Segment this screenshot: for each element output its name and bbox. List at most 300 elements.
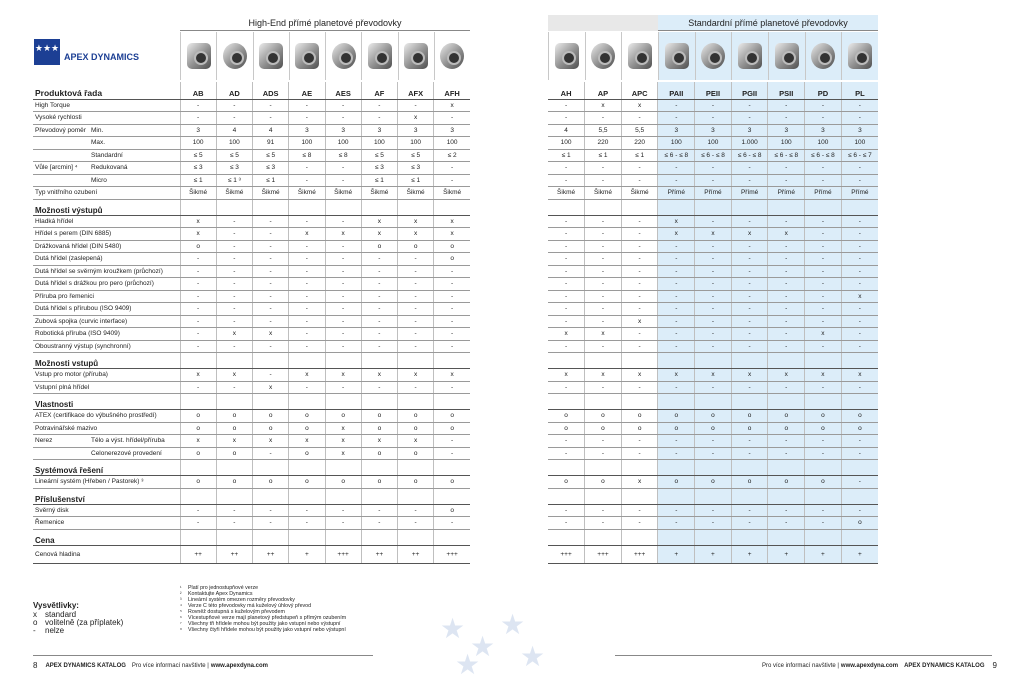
- table-cell: -: [325, 112, 361, 125]
- table-cell: 220: [621, 137, 658, 150]
- gearbox-image: [658, 32, 695, 80]
- table-cell: x: [325, 369, 361, 382]
- table-cell: -: [841, 435, 878, 448]
- table-cell: 3: [289, 124, 325, 137]
- table-cell: [253, 353, 289, 369]
- table-cell: -: [658, 278, 695, 291]
- gearbox-icon: [738, 43, 762, 69]
- row-label: Vysoké rychlosti: [33, 112, 180, 125]
- table-cell: o: [253, 476, 289, 489]
- table-cell: 100: [434, 137, 470, 150]
- table-cell: ≤ 1: [621, 149, 658, 162]
- table-cell: -: [805, 381, 842, 394]
- table-cell: -: [731, 381, 768, 394]
- table-cell: -: [841, 328, 878, 341]
- table-cell: [434, 353, 470, 369]
- table-row: [548, 162, 878, 175]
- table-cell: -: [841, 340, 878, 353]
- table-cell: 3: [695, 124, 732, 137]
- table-cell: x: [180, 369, 216, 382]
- table-cell: -: [768, 381, 805, 394]
- table-cell: -: [621, 112, 658, 125]
- table-cell: ≤ 5: [398, 149, 434, 162]
- table-cell: -: [805, 99, 842, 112]
- table-cell: -: [548, 278, 585, 291]
- table-cell: o: [216, 447, 252, 460]
- table-cell: -: [695, 517, 732, 530]
- table-row: [548, 240, 878, 253]
- table-cell: [325, 460, 361, 476]
- table-cell: [768, 199, 805, 215]
- table-cell: x: [585, 99, 622, 112]
- table-row: [548, 174, 878, 187]
- table-cell: [621, 460, 658, 476]
- table-cell: ≤ 3: [361, 162, 397, 175]
- table-cell: -: [731, 215, 768, 228]
- table-cell: PAII: [658, 82, 695, 99]
- table-cell: -: [841, 265, 878, 278]
- table-cell: x: [768, 228, 805, 241]
- table-cell: [658, 199, 695, 215]
- table-cell: 3: [180, 124, 216, 137]
- table-cell: -: [658, 174, 695, 187]
- table-cell: -: [768, 99, 805, 112]
- table-cell: -: [768, 240, 805, 253]
- table-cell: ≤ 1: [585, 149, 622, 162]
- row-label: [33, 447, 180, 460]
- gearbox-icon: [591, 43, 615, 69]
- table-cell: -: [585, 504, 622, 517]
- gearbox-icon: [555, 43, 579, 69]
- row-label: [33, 162, 180, 175]
- table-cell: [768, 460, 805, 476]
- table-cell: ++: [216, 545, 252, 563]
- row-sub-label: Standardní: [91, 151, 123, 159]
- table-cell: [841, 460, 878, 476]
- table-cell: [361, 529, 397, 545]
- table-cell: [216, 353, 252, 369]
- table-cell: -: [361, 99, 397, 112]
- table-cell: -: [180, 290, 216, 303]
- table-cell: -: [180, 328, 216, 341]
- table-cell: -: [325, 340, 361, 353]
- table-cell: [621, 353, 658, 369]
- table-cell: ≤ 3: [398, 162, 434, 175]
- table-cell: -: [621, 174, 658, 187]
- table-cell: x: [841, 290, 878, 303]
- table-cell: [216, 488, 252, 504]
- table-cell: Šikmé: [621, 187, 658, 200]
- table-cell: [216, 199, 252, 215]
- table-cell: o: [289, 422, 325, 435]
- table-cell: -: [695, 278, 732, 291]
- table-cell: x: [398, 435, 434, 448]
- table-cell: -: [658, 447, 695, 460]
- table-cell: -: [695, 112, 732, 125]
- table-cell: ≤ 3: [253, 162, 289, 175]
- table-cell: Šikmé: [434, 187, 470, 200]
- website-link[interactable]: www.apexdyna.com: [210, 662, 268, 669]
- website-link[interactable]: www.apexdyna.com: [840, 662, 899, 669]
- table-cell: o: [289, 447, 325, 460]
- table-cell: -: [768, 504, 805, 517]
- table-cell: o: [398, 410, 434, 423]
- table-cell: AFX: [398, 82, 434, 99]
- table-cell: o: [841, 410, 878, 423]
- table-cell: -: [548, 240, 585, 253]
- table-row: [548, 435, 878, 448]
- table-cell: -: [216, 504, 252, 517]
- table-cell: -: [216, 303, 252, 316]
- table-cell: 100: [325, 137, 361, 150]
- table-cell: -: [253, 303, 289, 316]
- row-label: Potravinářské mazivo: [33, 422, 180, 435]
- footnote: ⁸ Všechny čtyři hřídele mohou být použity jako vstupní nebo výstupní: [180, 627, 346, 633]
- table-cell: Přímé: [658, 187, 695, 200]
- table-cell: -: [695, 435, 732, 448]
- table-cell: AB: [180, 82, 216, 99]
- table-cell: ++: [398, 545, 434, 563]
- row-sub-label: Min.: [91, 126, 104, 134]
- table-cell: -: [289, 278, 325, 291]
- table-cell: +++: [434, 545, 470, 563]
- table-cell: [289, 488, 325, 504]
- gearbox-image: [325, 32, 361, 80]
- gearbox-icon: [259, 43, 283, 69]
- gearbox-icon: [295, 43, 319, 69]
- gearbox-icon: [701, 43, 725, 69]
- row-label: [33, 174, 180, 187]
- gearbox-icon: [187, 43, 211, 69]
- table-cell: -: [216, 340, 252, 353]
- table-cell: -: [289, 328, 325, 341]
- table-cell: [695, 394, 732, 410]
- table-cell: x: [548, 369, 585, 382]
- table-cell: -: [585, 290, 622, 303]
- watermark-star-icon: ★: [520, 641, 546, 672]
- table-cell: [361, 394, 397, 410]
- gearbox-image: [216, 32, 252, 80]
- table-cell: -: [548, 290, 585, 303]
- table-cell: o: [658, 410, 695, 423]
- table-cell: 100: [548, 137, 585, 150]
- table-cell: Šikmé: [289, 187, 325, 200]
- star-logo-icon: ★★★: [34, 39, 60, 65]
- table-cell: x: [805, 328, 842, 341]
- watermark-star-icon: ★: [455, 649, 481, 680]
- footnote: ⁵ Rovněž dostupná s kuželovým převodem: [180, 609, 285, 615]
- table-cell: [731, 199, 768, 215]
- table-cell: -: [695, 290, 732, 303]
- table-cell: o: [253, 410, 289, 423]
- gearbox-image: [361, 32, 397, 80]
- table-cell: ≤ 6 - ≤ 8: [658, 149, 695, 162]
- row-label: [33, 435, 180, 448]
- table-cell: -: [548, 253, 585, 266]
- table-cell: x: [180, 228, 216, 241]
- gearbox-image: [768, 32, 805, 80]
- table-cell: x: [289, 369, 325, 382]
- table-cell: x: [216, 369, 252, 382]
- high-end-comparison-table: [33, 82, 470, 564]
- table-row: [33, 328, 470, 341]
- table-cell: -: [289, 315, 325, 328]
- table-cell: x: [434, 215, 470, 228]
- table-cell: -: [621, 381, 658, 394]
- table-cell: x: [361, 435, 397, 448]
- table-cell: -: [731, 315, 768, 328]
- gearbox-icon: [223, 43, 247, 69]
- table-cell: o: [695, 410, 732, 423]
- table-cell: ≤ 1 ³: [216, 174, 252, 187]
- table-cell: ≤ 3: [180, 162, 216, 175]
- table-cell: o: [695, 476, 732, 489]
- row-label: Oboustranný výstup (synchronní): [33, 340, 180, 353]
- table-cell: -: [621, 340, 658, 353]
- table-cell: -: [695, 315, 732, 328]
- row-label: Dutá hřídel se svěrným kroužkem (průchozí): [33, 265, 180, 278]
- table-cell: -: [841, 447, 878, 460]
- table-cell: -: [768, 174, 805, 187]
- gearbox-icon: [628, 43, 652, 69]
- table-cell: Šikmé: [548, 187, 585, 200]
- table-cell: -: [585, 240, 622, 253]
- table-cell: ≤ 1: [180, 174, 216, 187]
- table-cell: -: [805, 253, 842, 266]
- table-cell: +: [658, 545, 695, 563]
- table-cell: -: [658, 112, 695, 125]
- catalog-name: APEX DYNAMICS KATALOG: [904, 662, 985, 669]
- table-cell: AE: [289, 82, 325, 99]
- table-cell: [289, 199, 325, 215]
- section-title: Vlastnosti: [33, 394, 180, 410]
- table-cell: o: [768, 476, 805, 489]
- table-cell: [361, 488, 397, 504]
- table-cell: ≤ 1: [548, 149, 585, 162]
- table-cell: -: [731, 340, 768, 353]
- table-cell: x: [434, 99, 470, 112]
- row-label: Lineární systém (Hřeben / Pastorek) ³: [33, 476, 180, 489]
- table-cell: -: [180, 99, 216, 112]
- table-row: [33, 545, 470, 563]
- section-title: Příslušenství: [33, 488, 180, 504]
- table-cell: 3: [361, 124, 397, 137]
- table-cell: PL: [841, 82, 878, 99]
- table-cell: -: [398, 340, 434, 353]
- table-row: [33, 435, 470, 448]
- table-cell: -: [695, 162, 732, 175]
- table-cell: -: [695, 340, 732, 353]
- table-cell: 100: [841, 137, 878, 150]
- table-cell: -: [768, 447, 805, 460]
- table-cell: -: [548, 340, 585, 353]
- table-cell: -: [216, 112, 252, 125]
- table-cell: 5,5: [585, 124, 622, 137]
- row-sub-label: Redukovaná: [91, 164, 128, 172]
- high-end-product-images: [180, 32, 470, 80]
- table-cell: -: [289, 303, 325, 316]
- table-cell: x: [434, 369, 470, 382]
- table-cell: 100: [805, 137, 842, 150]
- table-cell: o: [398, 476, 434, 489]
- table-cell: -: [841, 215, 878, 228]
- table-cell: 3: [658, 124, 695, 137]
- row-sub-label: Max.: [91, 139, 106, 147]
- table-cell: [805, 529, 842, 545]
- table-cell: o: [216, 476, 252, 489]
- row-label: [33, 137, 180, 150]
- table-cell: [731, 394, 768, 410]
- table-cell: [841, 199, 878, 215]
- table-cell: [434, 199, 470, 215]
- table-cell: o: [548, 476, 585, 489]
- table-cell: [621, 199, 658, 215]
- table-cell: x: [325, 447, 361, 460]
- table-cell: +: [805, 545, 842, 563]
- table-cell: -: [585, 265, 622, 278]
- gearbox-image: [398, 32, 434, 80]
- table-cell: ≤ 5: [361, 149, 397, 162]
- row-label: Řemenice: [33, 517, 180, 530]
- table-cell: -: [434, 447, 470, 460]
- table-cell: [289, 460, 325, 476]
- section-header-row: [548, 488, 878, 504]
- table-cell: -: [325, 174, 361, 187]
- table-cell: x: [548, 328, 585, 341]
- table-cell: -: [658, 381, 695, 394]
- row-sub-label: Micro: [91, 176, 107, 184]
- table-cell: x: [253, 381, 289, 394]
- table-cell: -: [548, 265, 585, 278]
- gearbox-image: [841, 32, 878, 80]
- table-cell: x: [585, 369, 622, 382]
- table-cell: [361, 353, 397, 369]
- table-cell: -: [731, 504, 768, 517]
- table-cell: x: [658, 228, 695, 241]
- legend-item: - nelze: [33, 626, 65, 635]
- table-cell: -: [621, 228, 658, 241]
- gearbox-image: [548, 32, 585, 80]
- table-cell: -: [585, 447, 622, 460]
- table-cell: -: [621, 504, 658, 517]
- table-cell: ≤ 1: [253, 174, 289, 187]
- table-cell: PGII: [731, 82, 768, 99]
- table-cell: -: [325, 517, 361, 530]
- table-cell: -: [548, 381, 585, 394]
- table-cell: -: [621, 278, 658, 291]
- table-cell: o: [585, 476, 622, 489]
- row-label: ATEX (certifikace do výbušného prostředí): [33, 410, 180, 423]
- table-cell: [585, 460, 622, 476]
- table-cell: +: [768, 545, 805, 563]
- table-cell: o: [805, 410, 842, 423]
- table-row: [33, 137, 470, 150]
- table-cell: x: [658, 369, 695, 382]
- table-cell: x: [216, 328, 252, 341]
- table-cell: -: [805, 215, 842, 228]
- table-cell: ++: [180, 545, 216, 563]
- table-cell: o: [841, 422, 878, 435]
- footnote: ³ Lineární systém omezen rozměry převodovky: [180, 597, 295, 603]
- table-cell: -: [658, 328, 695, 341]
- table-cell: -: [216, 99, 252, 112]
- table-cell: AES: [325, 82, 361, 99]
- table-cell: o: [585, 410, 622, 423]
- table-cell: ADS: [253, 82, 289, 99]
- table-row: [33, 187, 470, 200]
- table-cell: [585, 488, 622, 504]
- table-cell: -: [325, 265, 361, 278]
- footer-left: 8 APEX DYNAMICS KATALOG Pro více informací navštivte | www.apexdyna.com: [33, 661, 268, 670]
- table-cell: -: [585, 381, 622, 394]
- table-cell: -: [289, 162, 325, 175]
- section-header-row: [33, 460, 470, 476]
- table-cell: 3: [434, 124, 470, 137]
- row-label: [33, 124, 180, 137]
- table-cell: [548, 199, 585, 215]
- table-cell: o: [180, 476, 216, 489]
- table-row: [548, 303, 878, 316]
- table-row: [33, 290, 470, 303]
- table-cell: o: [434, 410, 470, 423]
- table-row: [33, 410, 470, 423]
- legend-item: x standard: [33, 610, 77, 619]
- table-cell: ≤ 6 - ≤ 8: [805, 149, 842, 162]
- table-cell: +: [289, 545, 325, 563]
- table-row: [548, 290, 878, 303]
- table-cell: ≤ 6 - ≤ 8: [695, 149, 732, 162]
- table-cell: -: [805, 447, 842, 460]
- table-cell: -: [731, 253, 768, 266]
- table-cell: -: [548, 303, 585, 316]
- watermark-star-icon: ★: [440, 613, 466, 644]
- row-label: Příruba pro řemenici: [33, 290, 180, 303]
- table-cell: -: [585, 315, 622, 328]
- row-label: Robotická příruba (ISO 9409): [33, 328, 180, 341]
- table-cell: x: [253, 328, 289, 341]
- table-cell: -: [621, 517, 658, 530]
- row-label: Vstupní plná hřídel: [33, 381, 180, 394]
- table-cell: AD: [216, 82, 252, 99]
- table-cell: -: [731, 240, 768, 253]
- table-cell: -: [841, 253, 878, 266]
- section-header-row: [33, 529, 470, 545]
- table-cell: -: [548, 228, 585, 241]
- table-cell: [805, 353, 842, 369]
- table-cell: [325, 353, 361, 369]
- table-row: [33, 422, 470, 435]
- footnote: ¹ Platí pro jednostupňové verze: [180, 585, 259, 591]
- table-cell: [731, 460, 768, 476]
- footer-rule-right: [615, 655, 992, 656]
- table-cell: [434, 460, 470, 476]
- table-cell: [398, 488, 434, 504]
- section-title: Systémová řešení: [33, 460, 180, 476]
- table-cell: +: [695, 545, 732, 563]
- table-cell: +++: [548, 545, 585, 563]
- table-cell: [548, 353, 585, 369]
- table-cell: -: [398, 328, 434, 341]
- table-row: [548, 476, 878, 489]
- table-cell: x: [398, 369, 434, 382]
- table-cell: [658, 460, 695, 476]
- table-row: [548, 99, 878, 112]
- table-cell: [548, 529, 585, 545]
- table-cell: -: [398, 315, 434, 328]
- table-cell: o: [585, 422, 622, 435]
- table-cell: o: [361, 422, 397, 435]
- table-cell: o: [621, 422, 658, 435]
